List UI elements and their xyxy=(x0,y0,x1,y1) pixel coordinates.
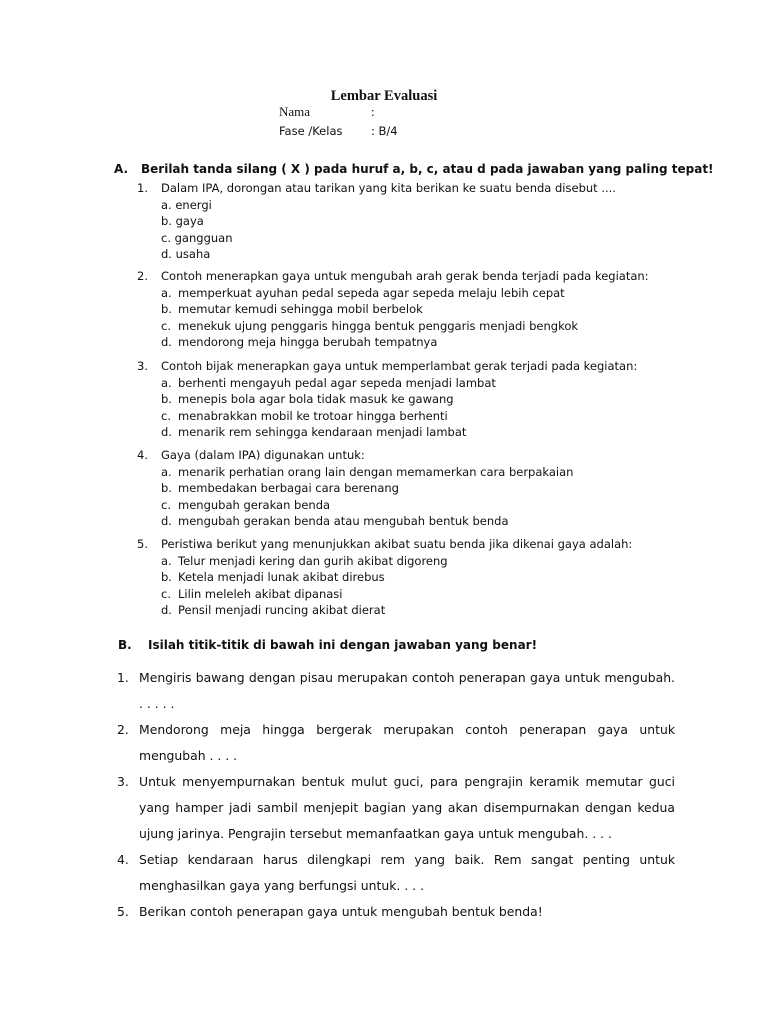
option-letter: b. xyxy=(161,481,172,496)
option-text: Lilin meleleh akibat dipanasi xyxy=(178,586,343,601)
option-letter: a. xyxy=(161,375,172,390)
question-text: Dalam IPA, dorongan atau tarikan yang kita berikan ke suatu benda disebut .... xyxy=(161,181,616,195)
option-text: menabrakkan mobil ke trotoar hingga berhenti xyxy=(178,408,448,423)
option-text: menepis bola agar bola tidak masuk ke gawang xyxy=(178,392,454,407)
option-text: mengubah gerakan benda atau mengubah bentuk benda xyxy=(178,514,509,529)
question-text: Gaya (dalam IPA) digunakan untuk: xyxy=(161,448,365,462)
option-text: Telur menjadi kering dan gurih akibat digoreng xyxy=(178,553,448,568)
item-number: 1. xyxy=(117,670,129,685)
option-letter: d. xyxy=(161,425,172,440)
item-number: 3. xyxy=(117,774,129,789)
option-text: memperkuat ayuhan pedal sepeda agar sepeda melaju lebih cepat xyxy=(178,285,565,300)
option-b xyxy=(161,391,637,408)
option-c xyxy=(161,408,637,425)
option-d xyxy=(161,602,632,619)
list-item xyxy=(117,665,675,717)
option-letter: d. xyxy=(161,514,172,529)
option-a xyxy=(161,375,637,392)
kelas-label: Fase /Kelas xyxy=(279,124,343,138)
option-d: d. usaha xyxy=(161,247,211,262)
option-letter: d. xyxy=(161,335,172,350)
option-b xyxy=(161,480,573,497)
option-letter: a. xyxy=(161,285,172,300)
question-number: 3. xyxy=(137,359,148,373)
option-c xyxy=(161,497,573,514)
option-letter: c. xyxy=(161,586,171,601)
option-text: membedakan berbagai cara berenang xyxy=(178,481,399,496)
section-a-letter: A. xyxy=(114,162,129,176)
option-a xyxy=(161,553,632,570)
worksheet-title: Lembar Evaluasi xyxy=(330,88,438,104)
option-letter: b. xyxy=(161,570,172,585)
option-c: c. gangguan xyxy=(161,230,233,245)
question-number: 2. xyxy=(137,269,148,283)
option-a xyxy=(161,285,649,302)
option-d xyxy=(161,334,649,351)
section-a-instruction: Berilah tanda silang ( X ) pada huruf a, b, c, atau d pada jawaban yang paling tepat! xyxy=(141,162,714,176)
option-a xyxy=(161,464,573,481)
option-text: berhenti mengayuh pedal agar sepeda menjadi lambat xyxy=(178,375,496,390)
option-a: a. energi xyxy=(161,197,212,212)
kelas-value: : B/4 xyxy=(371,124,398,138)
item-text: Berikan contoh penerapan gaya untuk mengubah bentuk benda! xyxy=(139,904,543,919)
item-text: Untuk menyempurnakan bentuk mulut guci, para pengrajin keramik memutar guci yang hamper jadi sambil menjepit bagian yang akan disempurnakan dengan kedua ujung jarinya. Pengrajin tersebut memanfaatkan gaya untuk mengubah. . . . xyxy=(139,774,675,841)
nama-value: : xyxy=(371,104,375,119)
option-letter: c. xyxy=(161,497,171,512)
option-b xyxy=(161,301,649,318)
list-item xyxy=(117,847,675,899)
item-text: Mendorong meja hingga bergerak merupakan contoh penerapan gaya untuk mengubah . . . . xyxy=(139,722,675,763)
option-text: mengubah gerakan benda xyxy=(178,497,331,512)
option-text: Ketela menjadi lunak akibat direbus xyxy=(178,570,385,585)
section-b-instruction: Isilah titik-titik di bawah ini dengan jawaban yang benar! xyxy=(148,638,538,652)
question-number: 1. xyxy=(137,181,148,195)
option-letter: b. xyxy=(161,392,172,407)
item-number: 2. xyxy=(117,722,129,737)
option-d xyxy=(161,424,637,441)
list-item xyxy=(117,769,675,847)
option-b xyxy=(161,569,632,586)
option-d xyxy=(161,513,573,530)
section-b-letter: B. xyxy=(118,638,132,652)
option-letter: d. xyxy=(161,603,172,618)
question-text: Peristiwa berikut yang menunjukkan akibat suatu benda jika dikenai gaya adalah: xyxy=(161,537,633,551)
item-number: 4. xyxy=(117,852,129,867)
option-text: mendorong meja hingga berubah tempatnya xyxy=(178,335,438,350)
question-number: 4. xyxy=(137,448,148,462)
item-number: 5. xyxy=(117,904,129,919)
option-letter: a. xyxy=(161,553,172,568)
option-text: Pensil menjadi runcing akibat dierat xyxy=(178,603,386,618)
item-text: Mengiris bawang dengan pisau merupakan contoh penerapan gaya untuk mengubah. . . . . . xyxy=(139,670,675,711)
list-item xyxy=(117,717,675,769)
list-item xyxy=(117,899,675,925)
question-text: Contoh menerapkan gaya untuk mengubah arah gerak benda terjadi pada kegiatan: xyxy=(161,269,649,283)
section-b-list xyxy=(117,665,675,925)
option-letter: c. xyxy=(161,408,171,423)
question-text: Contoh bijak menerapkan gaya untuk memperlambat gerak terjadi pada kegiatan: xyxy=(161,359,638,373)
option-text: menekuk ujung penggaris hingga bentuk penggaris menjadi bengkok xyxy=(178,318,579,333)
option-text: menarik perhatian orang lain dengan memamerkan cara berpakaian xyxy=(178,464,574,479)
option-letter: a. xyxy=(161,464,172,479)
nama-label: Nama xyxy=(279,104,311,119)
option-c xyxy=(161,586,632,603)
item-text: Setiap kendaraan harus dilengkapi rem yang baik. Rem sangat penting untuk menghasilkan gaya yang berfungsi untuk. . . . xyxy=(139,852,675,893)
option-letter: c. xyxy=(161,318,171,333)
option-c xyxy=(161,318,649,335)
question-number: 5. xyxy=(137,537,148,551)
option-text: menarik rem sehingga kendaraan menjadi lambat xyxy=(178,425,467,440)
option-text: memutar kemudi sehingga mobil berbelok xyxy=(178,302,423,317)
option-b: b. gaya xyxy=(161,214,204,229)
option-letter: b. xyxy=(161,302,172,317)
